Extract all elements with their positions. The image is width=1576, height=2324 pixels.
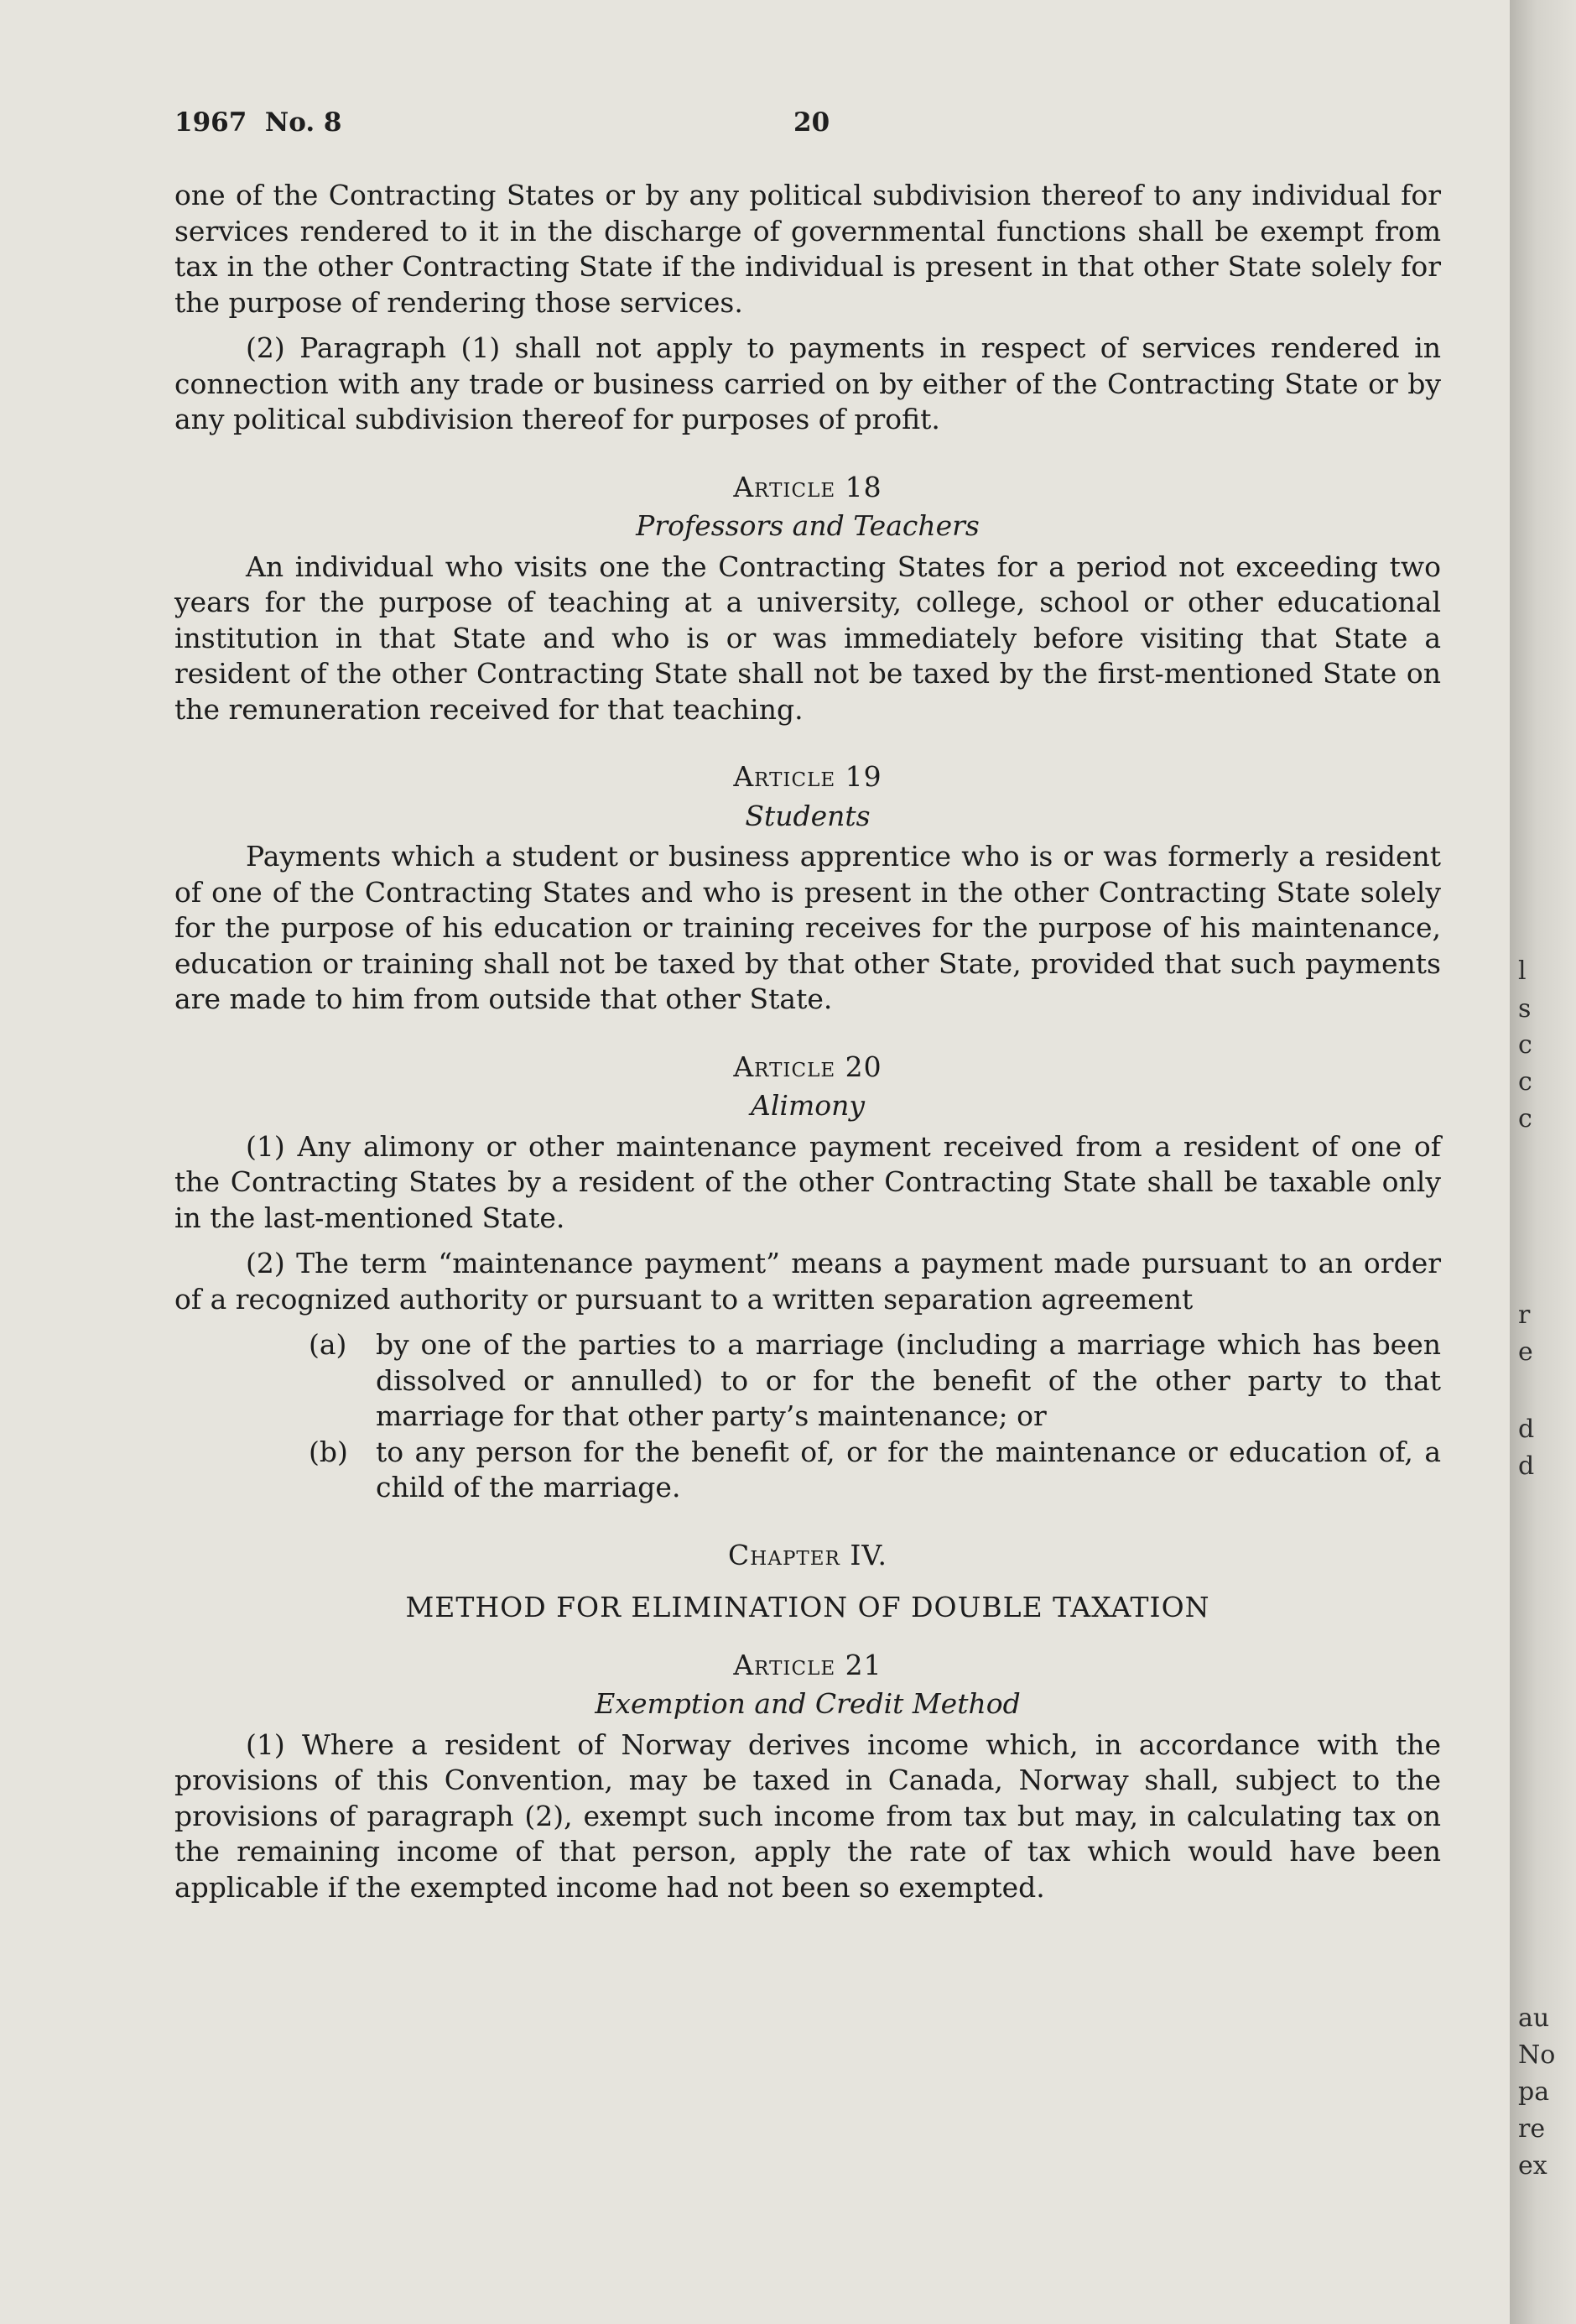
facing-page-fragment: c: [1518, 1030, 1532, 1060]
list-item-text: to any person for the benefit of, or for the maintenance or education of, a child of the marriage.: [376, 1435, 1441, 1503]
article-19-title: Students: [745, 799, 871, 832]
article-19-paragraph: Payments which a student or business apprentice who is or was formerly a resident of one of the Contracting States and who is present in the other Contracting State solely for the purpose of his education or training receives for the purpose of his maintenance, education or training shall not be taxed by that other State, provided that such payments are made to him from outside that other State.: [174, 840, 1441, 1015]
article-18-title: Professors and Teachers: [636, 509, 980, 542]
article-21-paragraph: (1) Where a resident of Norway derives income which, in accordance with the provisions of this Convention, may be taxed in Canada, Norway shall, subject to the provisions of paragraph (2), exempt such income from tax but may, in calculating tax on the remaining income of that person, apply the rate of tax which would have been applicable if the exempted income had not been so exempted.: [174, 1727, 1441, 1904]
article-20-heading: Article 20: [733, 1050, 882, 1083]
article-18-paragraph: An individual who visits one the Contracting States for a period not exceeding two years for the purpose of teaching at a university, college, school or other educational institution in that State and who is or was immediately before visiting that State a resident of the other Contracting State shall not be taxed by the first-mentioned State on the remuneration received for that teaching.: [174, 550, 1441, 726]
article-21-heading: Article 21: [733, 1648, 882, 1681]
facing-page-fragment: d: [1518, 1451, 1535, 1481]
facing-page-edge: [1510, 0, 1576, 2324]
chapter-title: METHOD FOR ELIMINATION OF DOUBLE TAXATION: [405, 1591, 1210, 1623]
list-item-label: (b): [309, 1435, 348, 1468]
facing-page-fragment: re: [1518, 2114, 1546, 2144]
list-item-b: [309, 1435, 1441, 1506]
continued-paragraph: one of the Contracting States or by any political subdivision thereof to any individual for services rendered to it in the discharge of governmental functions shall be exempt from tax in the other Contracting State if the individual is present in that other State solely for the purpose of rendering those services.: [174, 179, 1441, 319]
facing-page-fragment: r: [1518, 1300, 1531, 1330]
article-20-paragraph-1: (1) Any alimony or other maintenance payment received from a resident of one of the Contracting States by a resident of the other Contracting State shall be taxable only in the last-mentioned State.: [174, 1129, 1441, 1234]
article-21-title: Exemption and Credit Method: [595, 1687, 1021, 1720]
facing-page-fragment: d: [1518, 1415, 1535, 1444]
facing-page-fragment: pa: [1518, 2077, 1550, 2107]
facing-page-fragment: l: [1518, 956, 1527, 986]
facing-page-fragment: c: [1518, 1067, 1532, 1097]
list-item-label: (a): [309, 1328, 347, 1361]
document-reference: 1967 No. 8: [174, 107, 342, 138]
facing-page-fragment: ex: [1518, 2151, 1547, 2181]
article-20-paragraph-2: (2) The term “maintenance payment” means a payment made pursuant to an order of a recognized authority or pursuant to a written separation agreement: [174, 1247, 1441, 1316]
article-19-heading: Article 19: [733, 760, 882, 793]
facing-page-fragment: s: [1518, 994, 1532, 1024]
facing-page-fragment: au: [1518, 2004, 1550, 2033]
article-18-heading: Article 18: [733, 470, 882, 503]
page-content: [174, 178, 1441, 1905]
page-number: 20: [793, 107, 830, 138]
paragraph-2: (2) Paragraph (1) shall not apply to payments in respect of services rendered in connection with any trade or business carried on by either of the Contracting State or by any political subdivision thereof for purposes of profit.: [174, 331, 1441, 435]
list-item-a: [309, 1327, 1441, 1435]
facing-page-fragment: No: [1518, 2040, 1556, 2070]
facing-page-fragment: e: [1518, 1337, 1533, 1367]
list-item-text: by one of the parties to a marriage (including a marriage which has been dissolved or annulled) to or for the benefit of the other party to that marriage for that other party’s maintenance; or: [376, 1328, 1441, 1432]
article-20-title: Alimony: [751, 1089, 865, 1122]
facing-page-fragment: c: [1518, 1104, 1532, 1133]
chapter-heading: Chapter IV.: [728, 1538, 887, 1571]
